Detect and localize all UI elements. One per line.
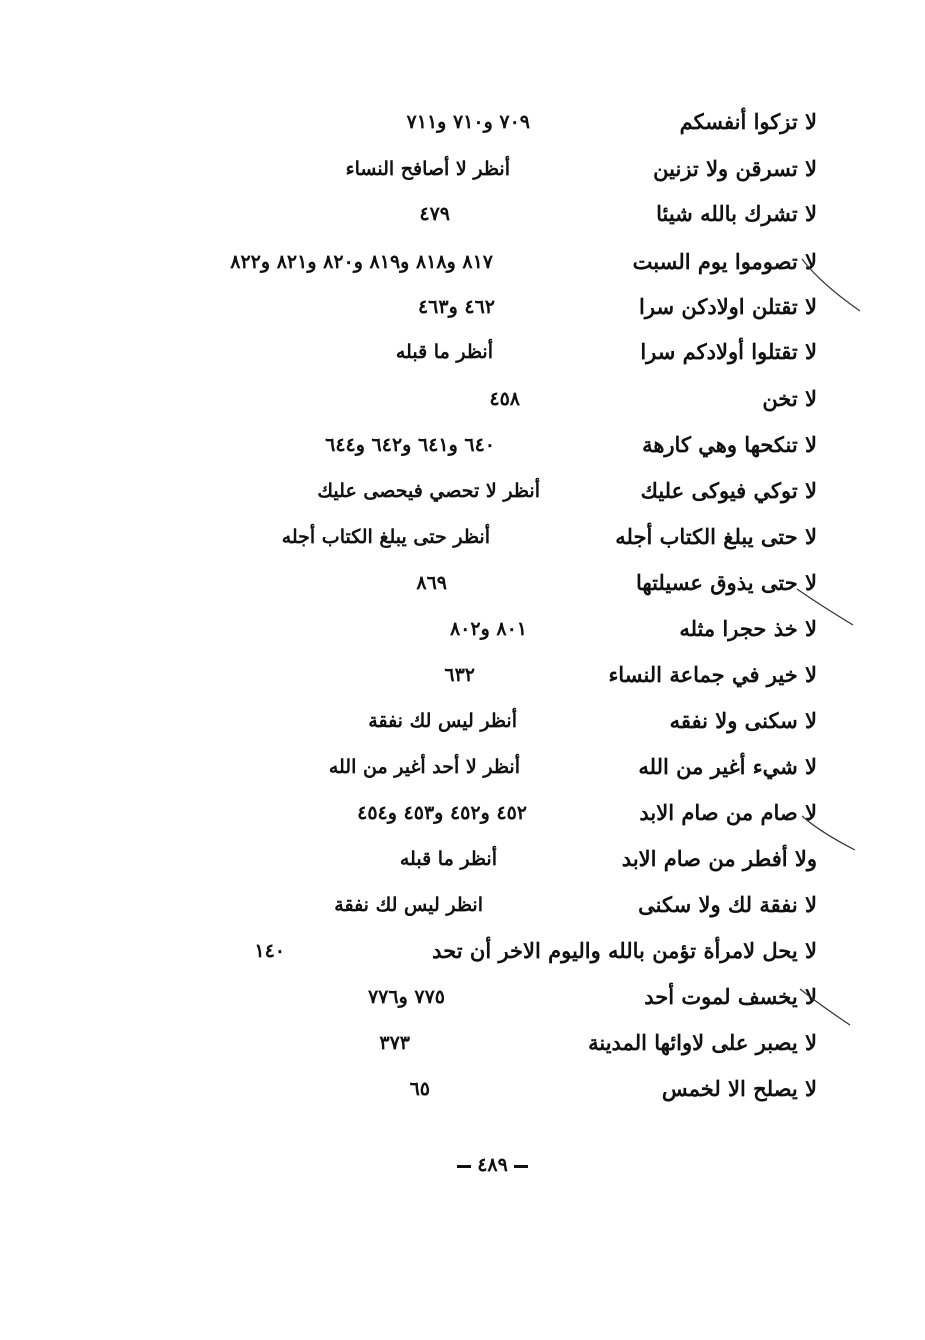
index-entry	[0, 1026, 925, 1060]
index-entry	[0, 152, 925, 186]
pencil-tick-mark	[800, 812, 870, 862]
entry-reference: ٨٠١ و٨٠٢	[449, 618, 527, 640]
entry-reference: ٣٧٣	[379, 1032, 410, 1054]
entry-reference: ٤٥٨	[489, 388, 520, 410]
index-entry	[0, 658, 925, 692]
entry-term: لا تشرك بالله شيئا	[656, 201, 817, 226]
page-number-value: ٤٨٩	[477, 1154, 508, 1176]
entry-reference: ٦٤٠ و٦٤١ و٦٤٢ و٦٤٤	[325, 434, 495, 456]
entry-term: لا تقتلوا أولادكم سرا	[640, 339, 817, 364]
index-entry	[0, 520, 925, 554]
dash-decoration	[457, 1165, 471, 1168]
index-entry	[0, 105, 925, 139]
entry-term: لا شيء أغير من الله	[638, 754, 817, 779]
index-entry	[0, 888, 925, 922]
entry-reference: أنظر لا أصافح النساء	[345, 158, 510, 180]
index-entry	[0, 704, 925, 738]
entry-reference: ٦٥	[409, 1078, 430, 1100]
entry-term: لا حتى يبلغ الكتاب أجله	[615, 524, 817, 549]
entry-term: لا تنكحها وهي كارهة	[642, 432, 817, 457]
entry-term: لا خير في جماعة النساء	[608, 662, 817, 687]
pencil-tick-mark	[795, 585, 865, 635]
index-entry	[0, 197, 925, 231]
pencil-tick-mark	[798, 985, 868, 1035]
entry-reference: ٤٦٢ و٤٦٣	[417, 296, 495, 318]
entry-reference: أنظر ما قبله	[395, 341, 493, 363]
entry-reference: ٨١٧ و٨١٨ و٨١٩ و٨٢٠ و٨٢١ و٨٢٢	[230, 251, 493, 273]
entry-reference: أنظر حتى يبلغ الكتاب أجله	[281, 526, 490, 548]
index-entry	[0, 428, 925, 462]
entry-term: ولا أفطر من صام الابد	[621, 846, 817, 871]
entry-term: لا تصوموا يوم السبت	[632, 249, 817, 274]
entry-reference: أنظر لا أحد أغير من الله	[328, 756, 520, 778]
index-entry	[0, 245, 925, 279]
entry-reference: انظر ليس لك نفقة	[334, 894, 483, 916]
index-entry	[0, 934, 925, 968]
entry-term: لا يصبر على لاوائها المدينة	[588, 1030, 817, 1055]
index-entry	[0, 335, 925, 369]
index-entry	[0, 980, 925, 1014]
index-entry	[0, 1072, 925, 1106]
entry-reference: أنظر ما قبله	[399, 848, 497, 870]
page-number	[0, 1154, 925, 1176]
entry-term: لا نفقة لك ولا سكنى	[638, 892, 817, 917]
entry-reference: ٧٠٩ و٧١٠ و٧١١	[406, 111, 530, 133]
entry-reference: أنظر لا تحصي فيحصى عليك	[317, 480, 540, 502]
entry-term: لا يحل لامرأة تؤمن بالله واليوم الاخر أن تحد	[432, 938, 817, 963]
entry-term: لا حتى يذوق عسيلتها	[635, 570, 817, 595]
entry-term: لا صام من صام الابد	[639, 800, 817, 825]
dash-decoration	[514, 1165, 528, 1168]
index-entry	[0, 796, 925, 830]
entry-reference: ١٤٠	[254, 940, 285, 962]
entry-reference: ٤٧٩	[419, 203, 450, 225]
entry-term: لا سكنى ولا نفقه	[669, 708, 817, 733]
entry-term: لا تخن	[762, 386, 817, 411]
entry-reference: ٤٥٢ و٤٥٢ و٤٥٣ و٤٥٤	[357, 802, 527, 824]
entry-term: لا خذ حجرا مثله	[679, 616, 817, 641]
entry-reference: ٧٧٥ و٧٧٦	[367, 986, 445, 1008]
entry-reference: ٦٣٢	[444, 664, 475, 686]
index-entry	[0, 612, 925, 646]
entry-term: لا توكي فيوكى عليك	[640, 478, 817, 503]
index-entry	[0, 290, 925, 324]
entry-term: لا تقتلن اولادكن سرا	[639, 294, 817, 319]
entry-term: لا تسرقن ولا تزنين	[653, 156, 817, 181]
index-entry	[0, 842, 925, 876]
entry-term: لا يصلح الا لخمس	[661, 1076, 817, 1101]
pencil-tick-mark	[800, 255, 870, 315]
index-entry	[0, 382, 925, 416]
index-entry	[0, 566, 925, 600]
entry-reference: ٨٦٩	[416, 572, 447, 594]
entry-reference: أنظر ليس لك نفقة	[368, 710, 517, 732]
index-entry	[0, 750, 925, 784]
entry-term: لا تزكوا أنفسكم	[679, 109, 817, 134]
entry-term: لا يخسف لموت أحد	[644, 984, 817, 1009]
index-entry	[0, 474, 925, 508]
